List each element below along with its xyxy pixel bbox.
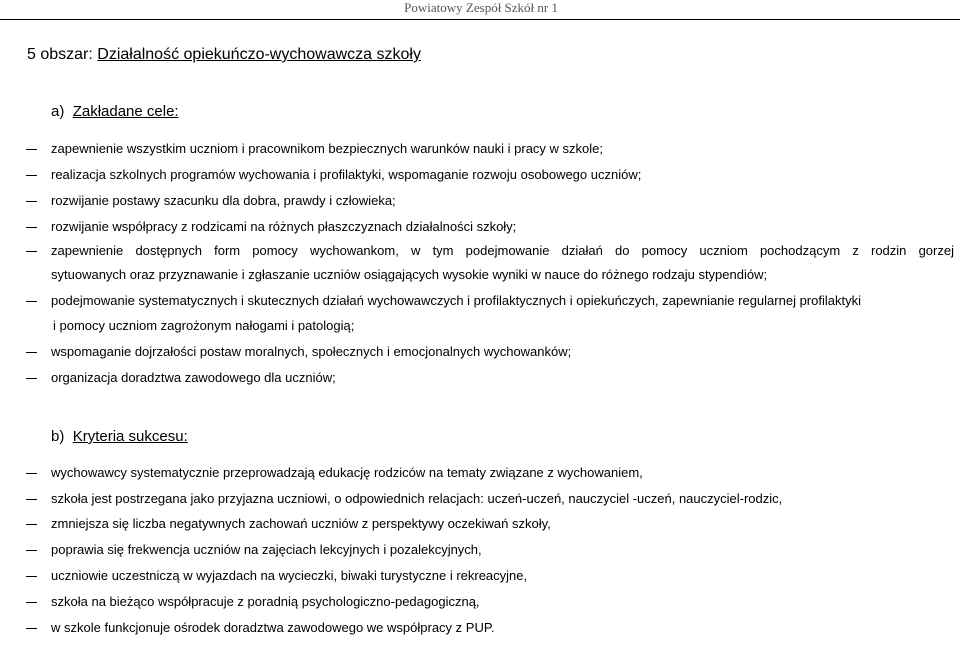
list-item-text: poprawia się frekwencja uczniów na zajęciach lekcyjnych i pozalekcyjnych,	[51, 542, 482, 557]
dash-bullet	[26, 378, 37, 379]
list-item-text: podejmowanie systematycznych i skutecznych działań wychowawczych i profilaktycznych i opiekuńczych, zapewnianie regularnej profilaktyki	[51, 293, 861, 308]
header-text: Powiatowy Zespół Szkół nr 1	[404, 0, 558, 15]
dash-bullet	[26, 149, 37, 150]
criteria-heading	[51, 428, 188, 445]
criteria-marker: b)	[51, 428, 65, 445]
list-item-text: organizacja doradztwa zawodowego dla uczniów;	[51, 370, 336, 385]
list-item-text: uczniowie uczestniczą w wyjazdach na wycieczki, biwaki turystyczne i rekreacyjne,	[51, 568, 528, 583]
dash-bullet	[26, 576, 37, 577]
goals-heading-text: Zakładane cele:	[72, 103, 179, 120]
page-header	[0, 0, 960, 20]
dash-bullet	[26, 175, 37, 176]
dash-bullet	[26, 499, 37, 500]
dash-bullet	[26, 251, 37, 252]
list-item-text: wspomaganie dojrzałości postaw moralnych, społecznych i emocjonalnych wychowanków;	[51, 344, 572, 359]
section-prefix: 5 obszar:	[27, 46, 98, 63]
list-item-text: zapewnienie dostępnych form pomocy wychowankom, w tym podejmowanie działań do pomocy uczniom pochodzącym z rodzin gorzej	[51, 243, 954, 258]
goals-heading	[51, 103, 179, 120]
list-item-text: szkoła na bieżąco współpracuje z poradnią psychologiczno-pedagogiczną,	[51, 594, 480, 609]
list-item-text: i pomocy uczniom zagrożonym nałogami i patologią;	[53, 318, 355, 333]
list-item-text: sytuowanych oraz przyznawanie i zgłaszanie uczniów osiągających wysokie wyniki w nauce do różnego rodzaju stypendiów;	[51, 267, 768, 282]
list-item-text: zapewnienie wszystkim uczniom i pracownikom bezpiecznych warunków nauki i pracy w szkole;	[51, 141, 603, 156]
section-title	[27, 46, 421, 64]
goals-marker: a)	[51, 103, 65, 120]
dash-bullet	[26, 301, 37, 302]
dash-bullet	[26, 352, 37, 353]
dash-bullet	[26, 628, 37, 629]
list-item-text: szkoła jest postrzegana jako przyjazna uczniowi, o odpowiednich relacjach: uczeń-uczeń, nauczyciel -uczeń, nauczyciel-rodzic,	[51, 491, 783, 506]
dash-bullet	[26, 602, 37, 603]
section-title-text: Działalność opiekuńczo-wychowawcza szkoły	[97, 46, 421, 63]
criteria-heading-text: Kryteria sukcesu:	[72, 428, 188, 445]
list-item-text: rozwijanie współpracy z rodzicami na różnych płaszczyznach działalności szkoły;	[51, 219, 517, 234]
dash-bullet	[26, 201, 37, 202]
list-item-text: w szkole funkcjonuje ośrodek doradztwa zawodowego we współpracy z PUP.	[51, 620, 495, 635]
dash-bullet	[26, 550, 37, 551]
list-item-text: zmniejsza się liczba negatywnych zachowań uczniów z perspektywy oczekiwań szkoły,	[51, 516, 551, 531]
dash-bullet	[26, 227, 37, 228]
dash-bullet	[26, 473, 37, 474]
list-item-text: rozwijanie postawy szacunku dla dobra, prawdy i człowieka;	[51, 193, 396, 208]
list-item-text: wychowawcy systematycznie przeprowadzają edukację rodziców na tematy związane z wychowaniem,	[51, 465, 643, 480]
dash-bullet	[26, 524, 37, 525]
list-item-text: realizacja szkolnych programów wychowania i profilaktyki, wspomaganie rozwoju osobowego uczniów;	[51, 167, 642, 182]
